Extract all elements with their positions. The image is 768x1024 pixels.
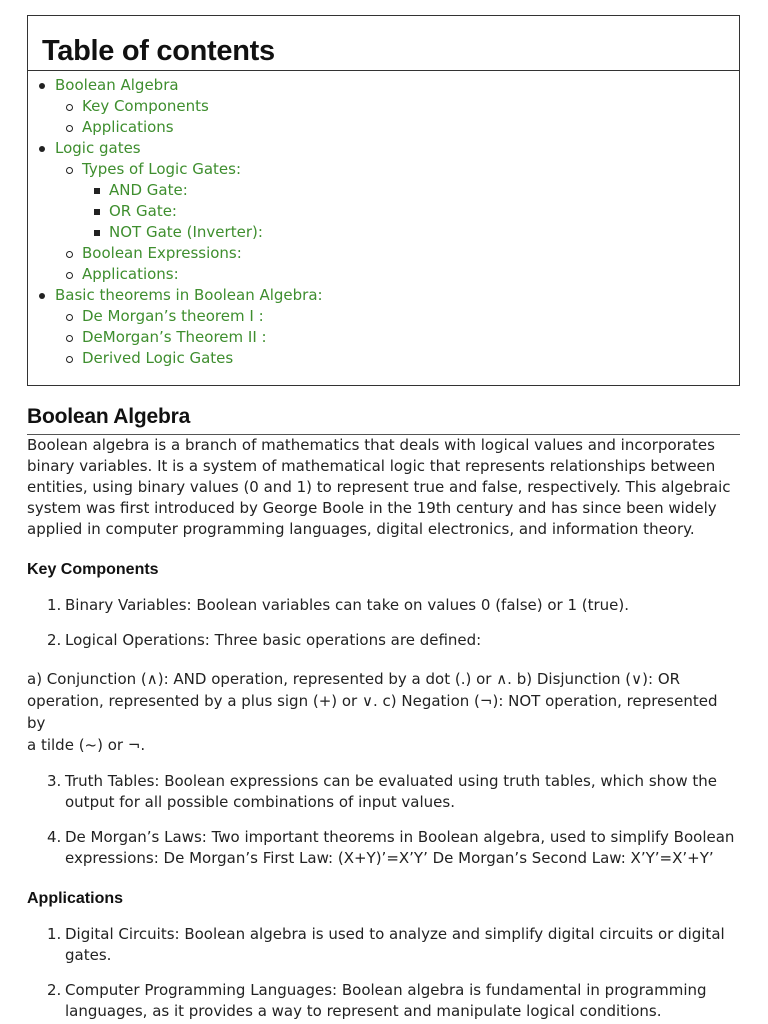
- toc-item: [28, 348, 739, 369]
- toc-item: [28, 96, 739, 117]
- toc-link-demorgan-theorem-2[interactable]: DeMorgan’s Theorem II :: [82, 328, 267, 346]
- toc-item: [28, 327, 739, 348]
- bullet-circle-icon: [66, 314, 73, 321]
- bullet-circle-icon: [66, 104, 73, 111]
- toc-link-basic-theorems[interactable]: Basic theorems in Boolean Algebra:: [55, 286, 323, 304]
- article-content: [27, 400, 740, 1022]
- list-number: 2.: [47, 981, 62, 999]
- bullet-circle-icon: [66, 272, 73, 279]
- text-line: languages, as it provides a way to represent and manipulate logical conditions.: [65, 1002, 662, 1020]
- text-line: Truth Tables: Boolean expressions can be evaluated using truth tables, which show the: [65, 772, 717, 790]
- bullet-square-icon: [94, 188, 100, 194]
- toc-link-types-of-logic-gates[interactable]: Types of Logic Gates:: [82, 160, 242, 178]
- bullet-circle-icon: [66, 167, 73, 174]
- list-number: 2.: [47, 631, 62, 649]
- toc-item: [28, 159, 739, 180]
- text-line: output for all possible combinations of input values.: [65, 793, 455, 811]
- toc-item: [28, 222, 739, 243]
- list-item: [27, 595, 740, 616]
- toc-link-or-gate[interactable]: OR Gate:: [109, 202, 177, 220]
- list-number: 1.: [47, 925, 62, 943]
- toc-item: [28, 243, 739, 264]
- list-number: 3.: [47, 772, 62, 790]
- bullet-disc-icon: [39, 293, 45, 299]
- toc-item: [28, 201, 739, 222]
- text-line: De Morgan’s Laws: Two important theorems in Boolean algebra, used to simplify Boolean: [65, 828, 735, 846]
- bullet-circle-icon: [66, 335, 73, 342]
- key-components-list-b: [27, 771, 740, 869]
- toc-item: [28, 138, 739, 159]
- bullet-disc-icon: [39, 146, 45, 152]
- bullet-circle-icon: [66, 251, 73, 258]
- bullet-circle-icon: [66, 125, 73, 132]
- bullet-circle-icon: [66, 356, 73, 363]
- text-line: a tilde (~) or ¬.: [27, 736, 146, 754]
- text-line: applied in computer programming languages, digital electronics, and information theory.: [27, 520, 695, 538]
- list-item: [27, 980, 740, 1022]
- text-line: entities, using binary values (0 and 1) to represent true and false, respectively. This algebraic: [27, 478, 731, 496]
- text-line: Digital Circuits: Boolean algebra is used to analyze and simplify digital circuits or digital: [65, 925, 725, 943]
- toc-item: [28, 285, 739, 306]
- text-line: expressions: De Morgan’s First Law: (X+Y)’=X’Y’ De Morgan’s Second Law: X’Y’=X’+Y’: [65, 849, 714, 867]
- applications-list: [27, 924, 740, 1022]
- list-item: [27, 924, 740, 966]
- text-line: Logical Operations: Three basic operations are defined:: [65, 631, 482, 649]
- table-of-contents: [27, 15, 740, 386]
- toc-link-demorgan-theorem-1[interactable]: De Morgan’s theorem I :: [82, 307, 264, 325]
- text-line: Computer Programming Languages: Boolean algebra is fundamental in programming: [65, 981, 707, 999]
- text-line: system was first introduced by George Boole in the 19th century and has since been widely: [27, 499, 717, 517]
- text-line: Boolean algebra is a branch of mathematics that deals with logical values and incorporates: [27, 436, 715, 454]
- toc-link-not-gate[interactable]: NOT Gate (Inverter):: [109, 223, 263, 241]
- toc-item: [28, 75, 739, 96]
- text-line: a) Conjunction (∧): AND operation, represented by a dot (.) or ∧. b) Disjunction (∨): OR: [27, 670, 681, 688]
- bullet-disc-icon: [39, 83, 45, 89]
- text-line: Binary Variables: Boolean variables can take on values 0 (false) or 1 (true).: [65, 596, 630, 614]
- toc-link-logic-gates[interactable]: Logic gates: [55, 139, 141, 157]
- bullet-square-icon: [94, 230, 100, 236]
- toc-link-key-components[interactable]: Key Components: [82, 97, 209, 115]
- toc-link-applications[interactable]: Applications: [82, 118, 174, 136]
- section-title: Boolean Algebra: [27, 400, 740, 435]
- list-item: [27, 630, 740, 651]
- list-number: 4.: [47, 828, 62, 846]
- list-item: [27, 827, 740, 869]
- toc-title: Table of contents: [28, 16, 739, 71]
- toc-link-applications-2[interactable]: Applications:: [82, 265, 179, 283]
- toc-link-boolean-algebra[interactable]: Boolean Algebra: [55, 76, 179, 94]
- operations-paragraph: [27, 668, 740, 756]
- toc-link-and-gate[interactable]: AND Gate:: [109, 181, 188, 199]
- toc-item: [28, 306, 739, 327]
- intro-paragraph: [27, 435, 740, 540]
- toc-item: [28, 264, 739, 285]
- text-line: operation, represented by a plus sign (+) or ∨. c) Negation (¬): NOT operation, represented by: [27, 692, 718, 732]
- toc-link-boolean-expressions[interactable]: Boolean Expressions:: [82, 244, 242, 262]
- list-number: 1.: [47, 596, 62, 614]
- key-components-list-a: [27, 595, 740, 651]
- toc-item: [28, 117, 739, 138]
- toc-item: [28, 180, 739, 201]
- toc-list: [28, 71, 739, 369]
- list-item: [27, 771, 740, 813]
- key-components-heading: Key Components: [27, 561, 159, 578]
- applications-heading: Applications: [27, 890, 124, 907]
- text-line: binary variables. It is a system of mathematical logic that represents relationships between: [27, 457, 716, 475]
- text-line: gates.: [65, 946, 112, 964]
- bullet-square-icon: [94, 209, 100, 215]
- toc-link-derived-logic-gates[interactable]: Derived Logic Gates: [82, 349, 234, 367]
